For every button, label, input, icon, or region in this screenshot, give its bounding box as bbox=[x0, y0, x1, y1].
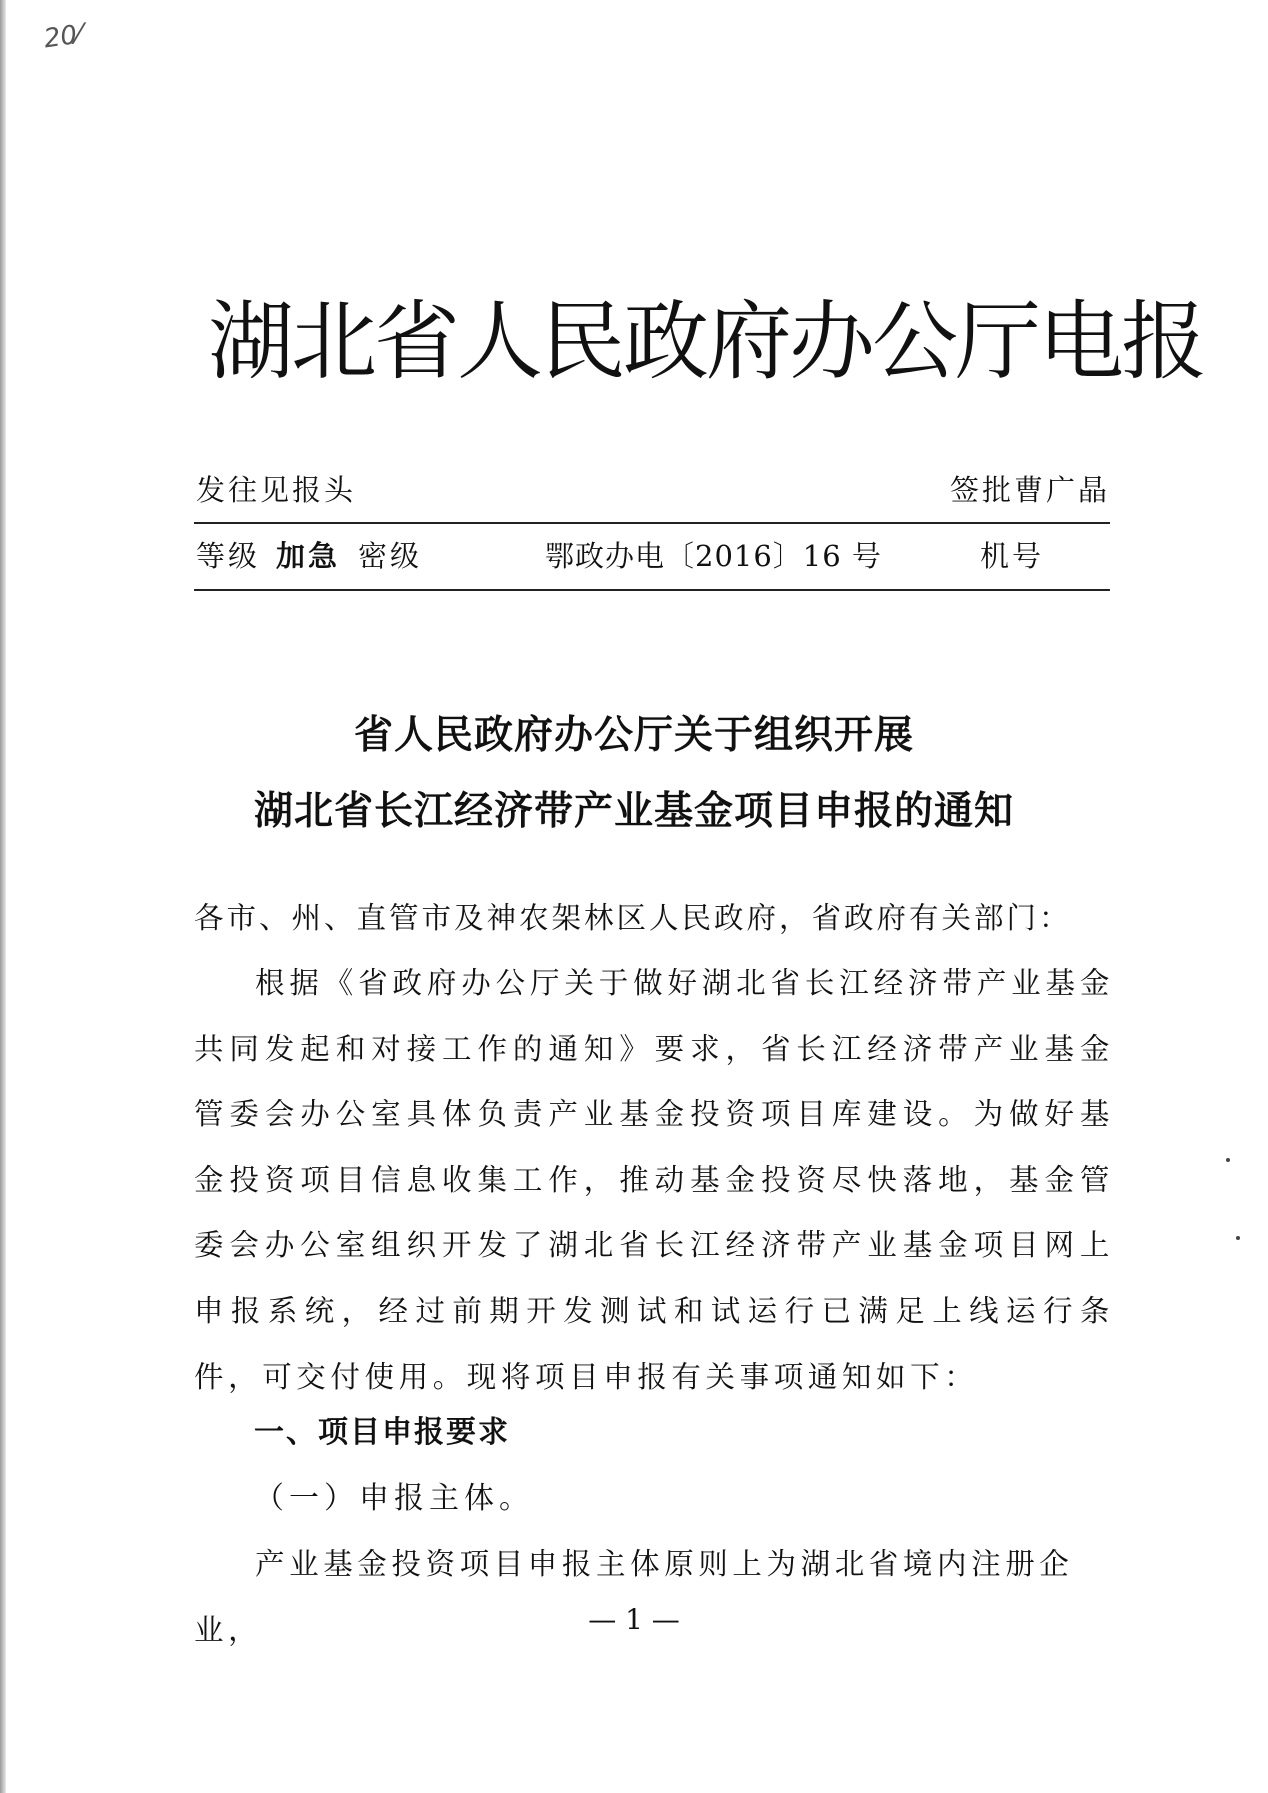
secret-level-label: 密级 bbox=[358, 539, 423, 573]
signer-label: 签批曹广晶 bbox=[949, 473, 1110, 507]
masthead-title: 湖北省人民政府办公厅电报 bbox=[208, 292, 1204, 392]
send-to-label: 发往见报头 bbox=[196, 473, 357, 507]
page-number: — 1 — bbox=[588, 1603, 680, 1636]
salutation: 各市、州、直管市及神农架林区人民政府，省政府有关部门： bbox=[194, 901, 1072, 935]
grade-label: 等级 bbox=[196, 539, 261, 573]
notice-title-line-2: 湖北省长江经济带产业基金项目申报的通知 bbox=[253, 789, 1014, 834]
body-paragraph-2: 产业基金投资项目申报主体原则上为湖北省境内注册企业， bbox=[194, 1547, 1074, 1647]
scan-speck bbox=[1226, 1158, 1230, 1162]
notice-title-line-1: 省人民政府办公厅关于组织开展 bbox=[353, 713, 914, 758]
body-paragraph-1: 根据《省政府办公厅关于做好湖北省长江经济带产业基金共同发起和对接工作的通知》要求，省长江经济带产业基金管委会办公室具体负责产业基金投资项目库建设。为做好基金投资项目信息收集工作，推动基金投资尽快落地，基金管委会办公室组织开发了湖北省长江经济带产业基金项目网上申报系统，经过前期开发测试和试运行已满足上线运行条件，可交付使用。现将项目申报有关事项通知如下： bbox=[194, 966, 1114, 1394]
subsection-heading-1: （一）申报主体。 bbox=[254, 1481, 534, 1516]
handwritten-mark: 20⁄ bbox=[42, 19, 84, 55]
header-divider-bottom bbox=[194, 589, 1110, 591]
header-divider-top bbox=[194, 522, 1110, 524]
section-heading-1: 一、项目申报要求 bbox=[254, 1415, 510, 1450]
scan-speck bbox=[1236, 1236, 1240, 1240]
scan-edge-shadow bbox=[0, 0, 6, 1793]
grade-value: 加急 bbox=[276, 539, 341, 573]
document-number: 鄂政办电〔2016〕16 号 bbox=[545, 539, 882, 573]
machine-number-label: 机号 bbox=[980, 539, 1045, 573]
